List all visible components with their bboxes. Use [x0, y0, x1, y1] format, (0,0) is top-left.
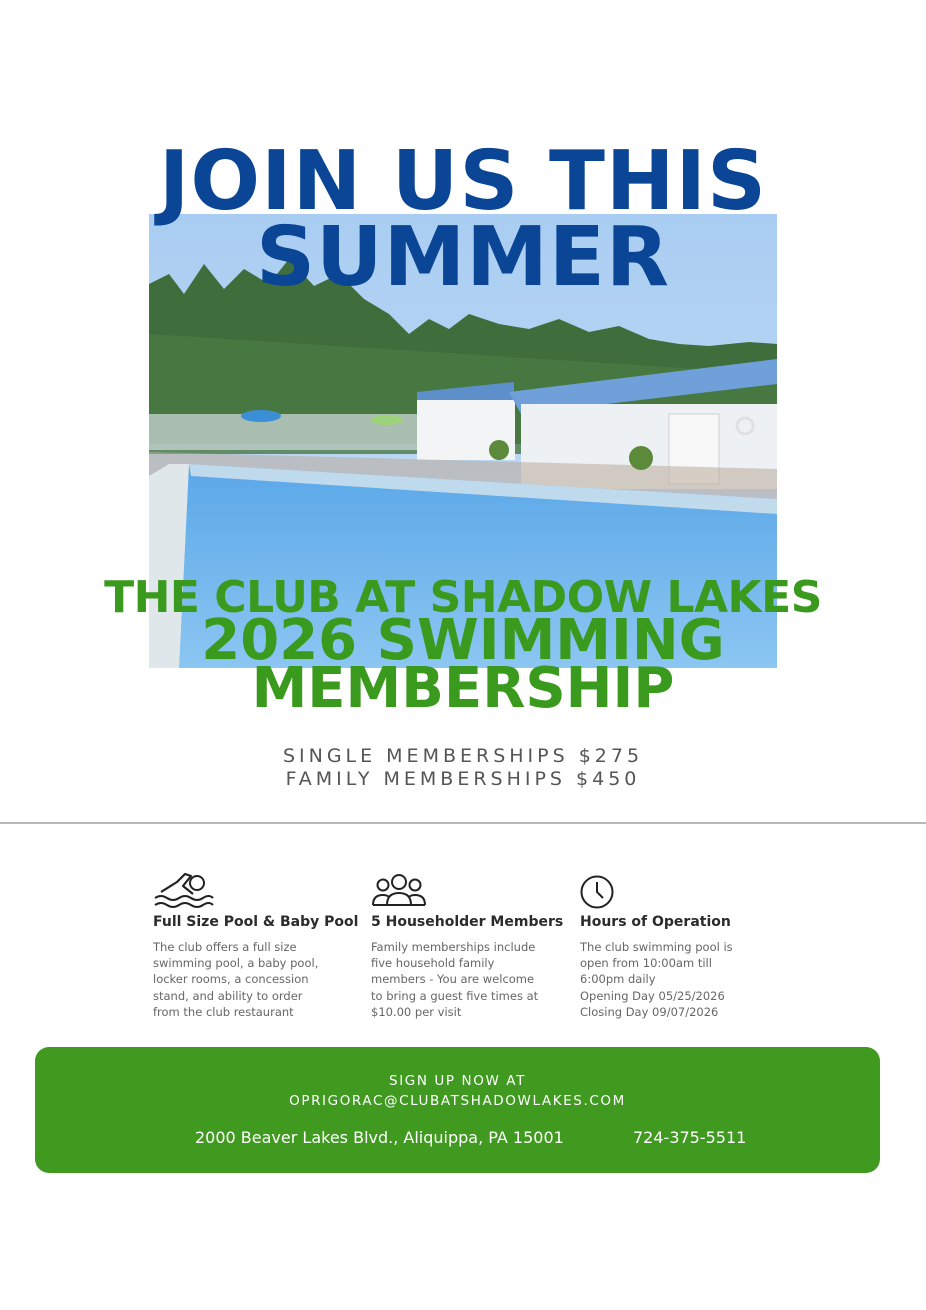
desc-line: locker rooms, a concession	[153, 972, 309, 987]
headline-line-1: JOIN US THIS	[158, 134, 768, 229]
feature-pool-description	[153, 939, 353, 1020]
desc-line: $10.00 per visit	[371, 1004, 462, 1019]
single-membership-price: SINGLE MEMBERSHIPS $275	[282, 745, 644, 767]
club-phone[interactable]: 724-375-5511	[633, 1128, 747, 1147]
desc-line: from the club restaurant	[153, 1004, 294, 1019]
membership-title: MEMBERSHIP	[251, 656, 675, 721]
feature-members-description	[371, 939, 571, 1020]
desc-line: to bring a guest five times at	[371, 988, 539, 1003]
desc-line: Opening Day 05/25/2026	[580, 988, 725, 1003]
desc-line: members - You are welcome	[371, 972, 535, 987]
feature-pool-title: Full Size Pool & Baby Pool	[153, 914, 359, 930]
desc-line: Family memberships include	[371, 940, 536, 954]
feature-hours-description	[580, 939, 780, 1020]
clock-icon	[580, 868, 780, 910]
feature-hours	[580, 868, 780, 1020]
desc-line: The club swimming pool is	[580, 940, 733, 954]
desc-line: 6:00pm daily	[580, 972, 656, 987]
club-name: THE CLUB AT SHADOW LAKES	[104, 572, 822, 623]
feature-hours-title: Hours of Operation	[580, 914, 731, 930]
signup-email-link[interactable]: OPRIGORAC@CLUBATSHADOWLAKES.COM	[289, 1093, 626, 1109]
group-icon	[371, 868, 571, 910]
feature-pool	[153, 868, 359, 1020]
desc-line: The club offers a full size	[153, 940, 297, 954]
headline-line-2: SUMMER	[256, 210, 670, 305]
signup-banner	[35, 1047, 880, 1173]
desc-line: open from 10:00am till	[580, 956, 712, 971]
desc-line: stand, and ability to order	[153, 988, 303, 1003]
membership-year-title: 2026 SWIMMING	[201, 608, 725, 673]
desc-line: swimming pool, a baby pool,	[153, 956, 319, 971]
feature-members-title: 5 Householder Members	[371, 914, 564, 930]
swimmer-icon	[153, 868, 353, 910]
family-membership-price: FAMILY MEMBERSHIPS $450	[285, 768, 641, 790]
desc-line: five household family	[371, 956, 495, 971]
desc-line: Closing Day 09/07/2026	[580, 1004, 719, 1019]
signup-label: SIGN UP NOW AT	[389, 1073, 526, 1089]
club-address: 2000 Beaver Lakes Blvd., Aliquippa, PA 15001	[195, 1128, 564, 1147]
feature-members	[371, 868, 571, 1020]
section-divider	[0, 822, 926, 824]
